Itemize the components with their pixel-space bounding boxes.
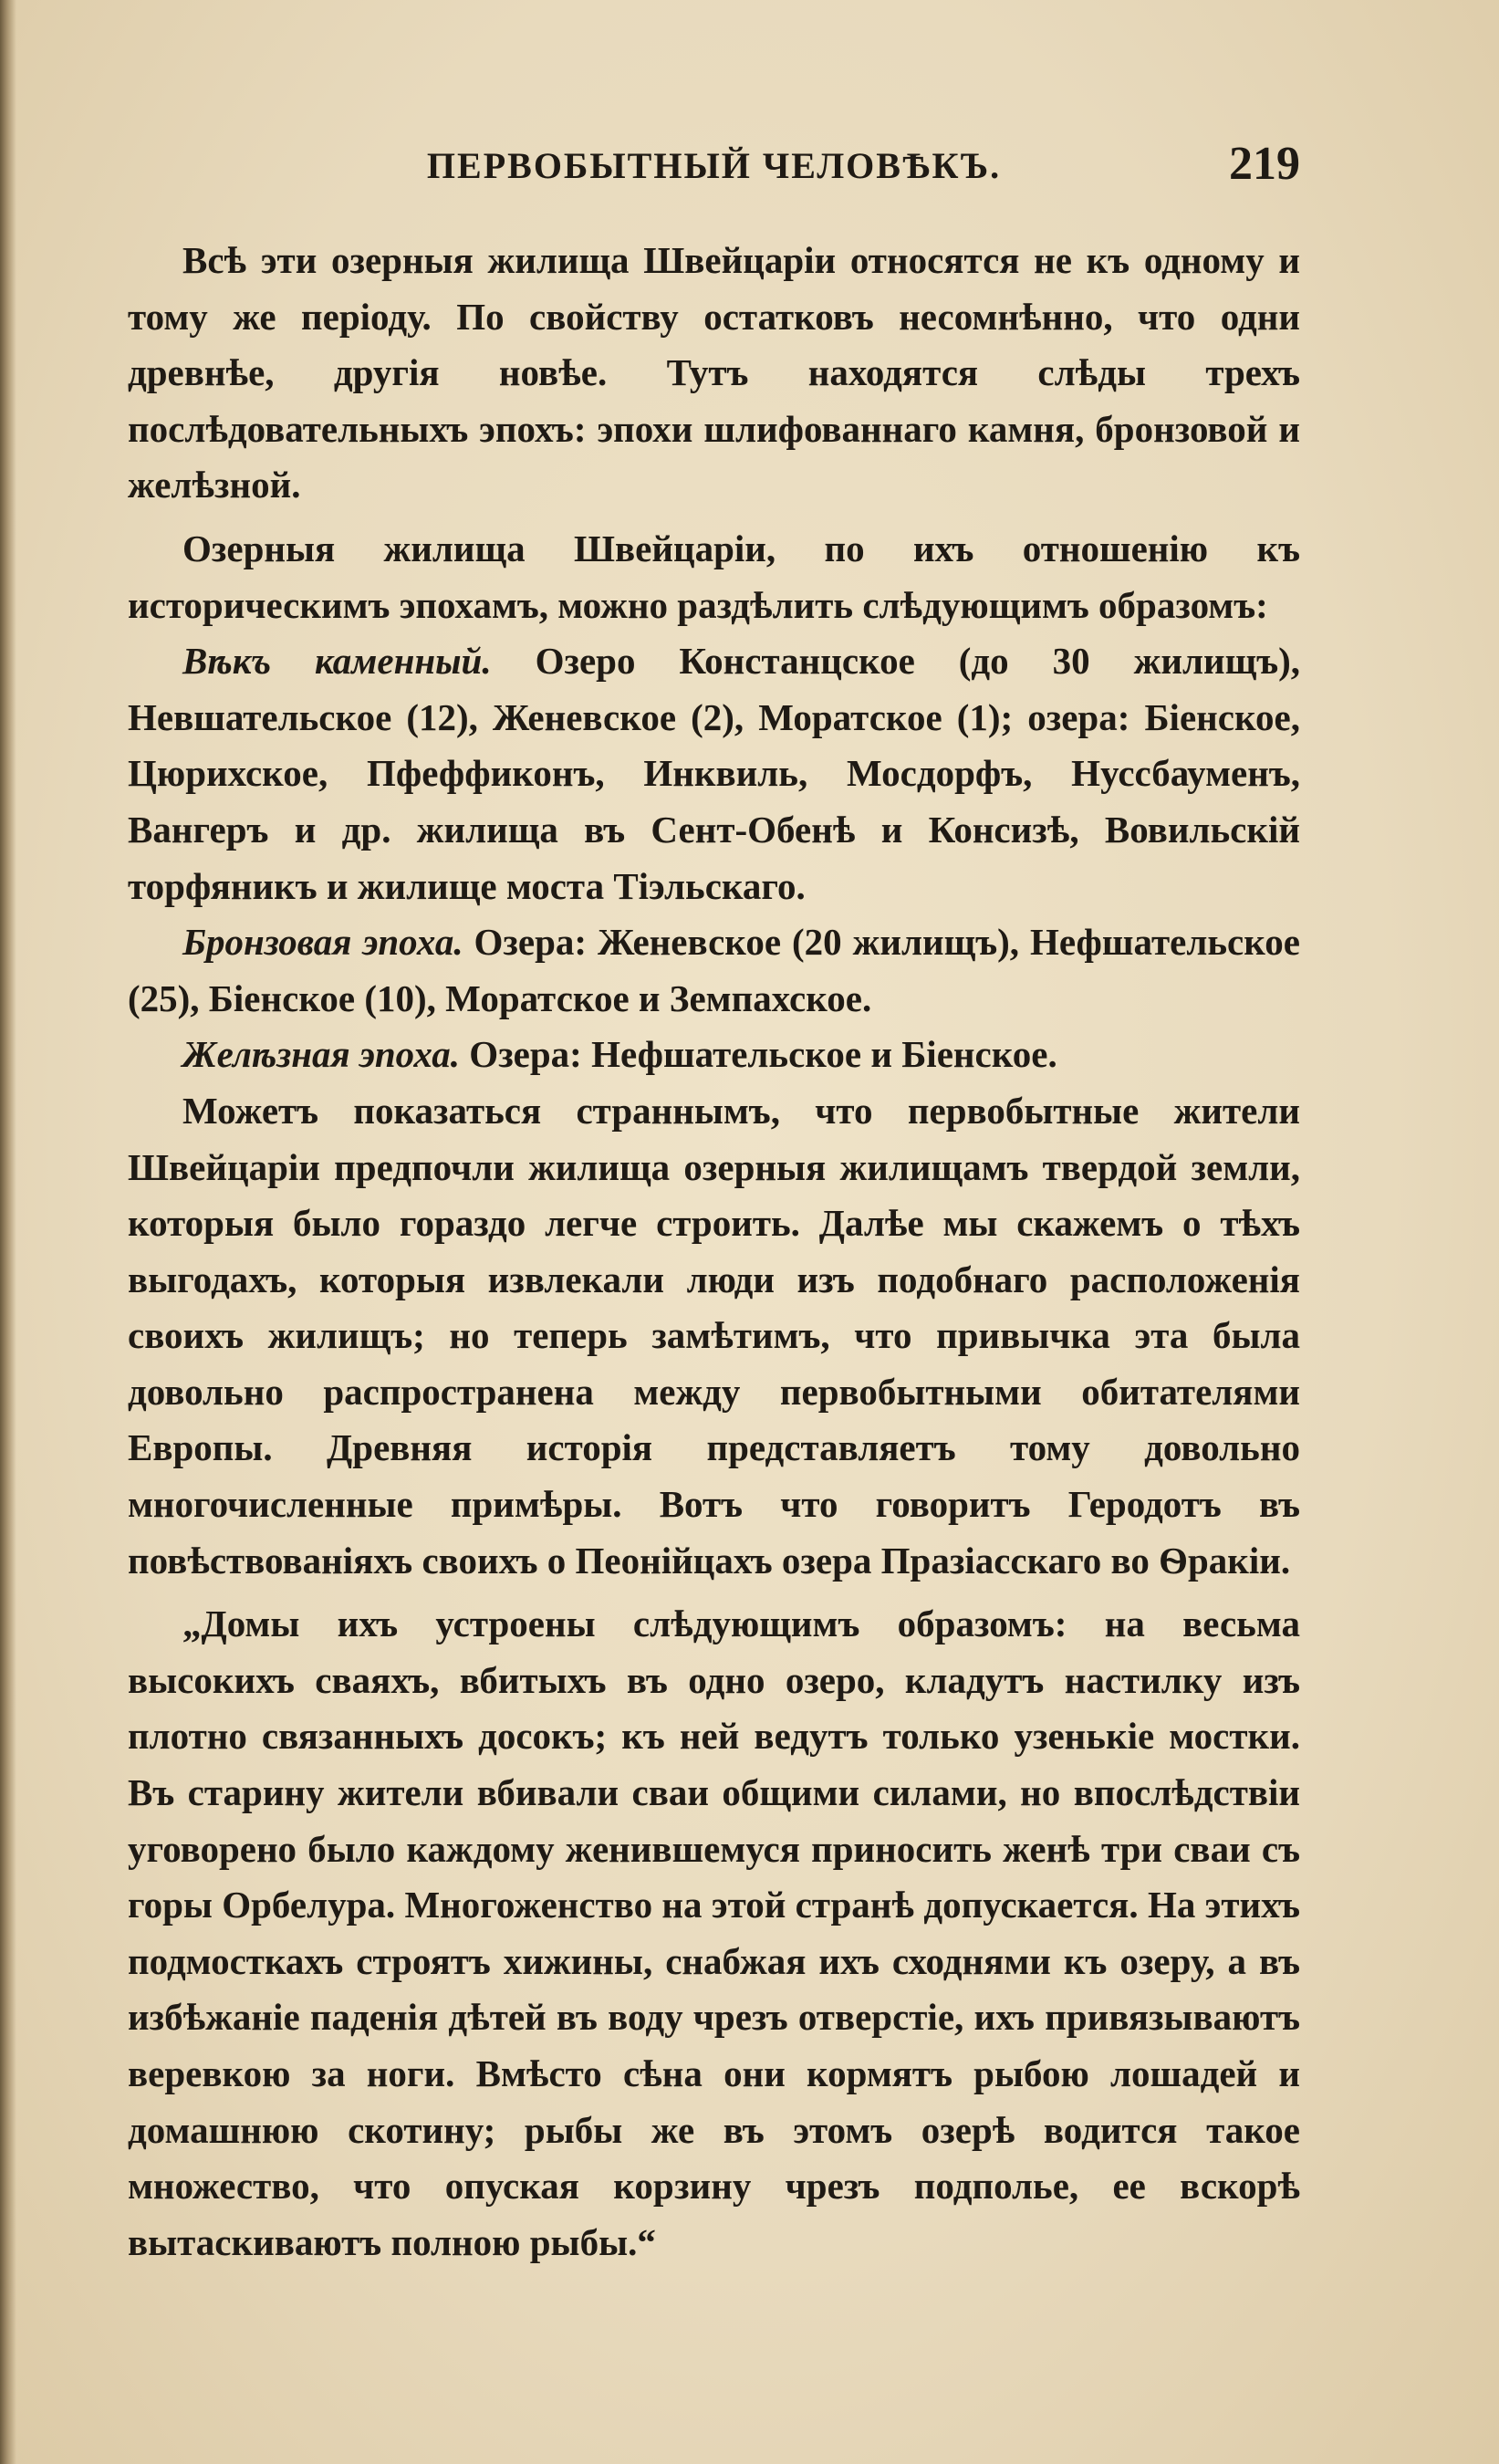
page-number: 219 [1229,138,1300,190]
spine-shadow [0,0,16,2464]
bronze-age-text: Озера: Женевское (20 жилищъ), Нефшательское (25), Біенское (10), Моратское и Земпахское. [128,921,1300,1019]
page-body [128,233,1300,2271]
paragraph-6: Можетъ показаться страннымъ, что первобытные жители Швейцаріи предпочли жилища озерныя жилищамъ твердой земли, которыя было гораздо легче строить. Далѣе мы скажемъ о тѣхъ выгодахъ, которыя извлекали люди изъ подобнаго расположенія своихъ жилищъ; но теперь замѣтимъ, что привычка эта была довольно распространена между первобытными обитателями Европы. Древняя исторія представляетъ тому довольно многочисленные примѣры. Вотъ что говоритъ Геродотъ въ повѣствованіяхъ своихъ о Пеонійцахъ озера Празіасскаго во Ѳракіи. [128,1089,1300,1582]
iron-age-text: Озера: Нефшательское и Біенское. [460,1033,1057,1076]
stone-age-text: Озеро Констанцское (до 30 жилищъ), Невшательское (12), Женевское (2), Моратское (1); озера: Біенское, Цюрихское, Пфеффиконъ, Инквиль, Мосдорфъ, Нуссбауменъ, Вангеръ и др. жилища въ Сент-Обенѣ и Консизѣ, Вовильскій торфяникъ и жилище моста Тіэльскаго. [128,640,1300,907]
paragraph-herodotus-quote: „Домы ихъ устроены слѣдующимъ образомъ: на весьма высокихъ сваяхъ, вбитыхъ въ одно озеро, кладутъ настилку изъ плотно связанныхъ досокъ; къ ней ведутъ только узенькіе мостки. Въ старину жители вбивали сваи общими силами, но впослѣдствіи уговорено было каждому женившемуся приносить женѣ три сваи съ горы Орбелура. Многоженство на этой странѣ допускается. На этихъ подмосткахъ строятъ хижины, снабжая ихъ сходнями къ озеру, а въ избѣжаніе паденія дѣтей въ воду чрезъ отверстіе, ихъ привязываютъ веревкою за ноги. Вмѣсто сѣна они кормятъ рыбою лошадей и домашнюю скотину; рыбы же въ этомъ озерѣ водится такое множество, что опуская корзину чрезъ подполье, ее вскорѣ вытаскиваютъ полною рыбы.“ [128,1603,1300,2263]
stone-age-heading: Вѣкъ каменный. [182,640,492,683]
paragraph-iron-age [128,1027,1300,1083]
paragraph-stone-age [128,633,1300,914]
paragraph-2: Озерныя жилища Швейцаріи, по ихъ отношенію къ историческимъ эпохамъ, можно раздѣлить слѣдующимъ образомъ: [128,527,1300,626]
iron-age-heading: Желѣзная эпоха. [182,1033,461,1076]
paragraph-1: Всѣ эти озерныя жилища Швейцаріи относятся не къ одному и тому же періоду. По свойству остатковъ несомнѣнно, что одни древнѣе, другія новѣе. Тутъ находятся слѣды трехъ послѣдовательныхъ эпохъ: эпохи шлифованнаго камня, бронзовой и желѣзной. [128,239,1300,506]
bronze-age-heading: Бронзовая эпоха. [182,921,463,964]
paragraph-bronze-age [128,914,1300,1027]
running-head: ПЕРВОБЫТНЫЙ ЧЕЛОВѢКЪ. [426,145,1002,186]
page-header [128,137,1300,201]
